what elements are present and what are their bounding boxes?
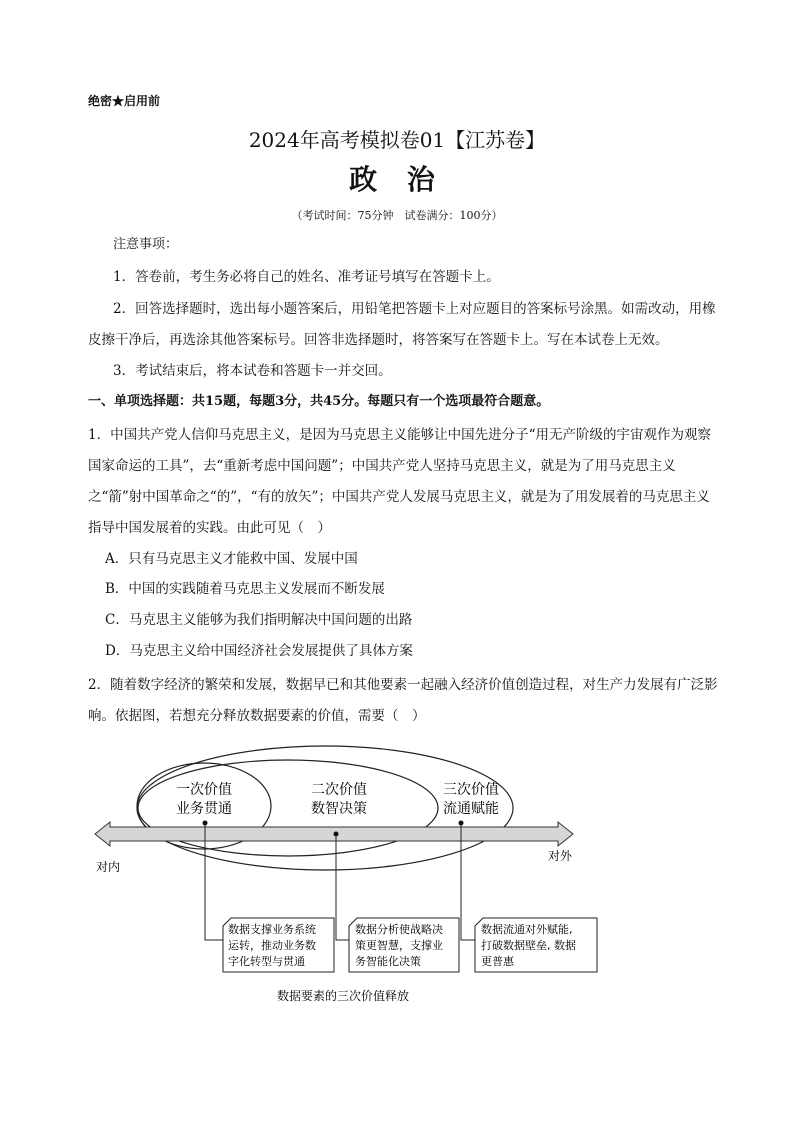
question-2-stem: 2．随着数字经济的繁荣和发展，数据早已和其他要素一起融入经济价值创造过程，对生产力发展有广泛影响。依据图，若想充分释放数据要素的价值，需要（ ）	[88, 677, 718, 724]
value-1-box-line-3: 字化转型与贯通	[228, 955, 305, 968]
exam-title: 2024年高考模拟卷01【江苏卷】	[248, 128, 546, 152]
question-1-option-c: C．马克思主义能够为我们指明解决中国问题的出路	[105, 612, 413, 628]
value-3-title: 三次价值	[443, 782, 499, 798]
value-3-box-line-1: 数据流通对外赋能,	[481, 923, 573, 936]
question-1-option-d: D．马克思主义给中国经济社会发展提供了具体方案	[105, 643, 413, 659]
value-3-box-line-3: 更普惠	[481, 955, 514, 968]
value-1-box-line-1: 数据支撑业务系统	[228, 923, 316, 936]
connector-dot-3	[459, 821, 464, 826]
notice-heading: 注意事项：	[113, 237, 179, 252]
question-1-option-b: B．中国的实践随着马克思主义发展而不断发展	[105, 581, 385, 597]
value-2-box-line-2: 策更智慧，支撑业	[355, 939, 443, 952]
connector-dot-1	[203, 821, 208, 826]
diagram-caption: 数据要素的三次价值释放	[276, 989, 410, 1003]
value-2-title: 二次价值	[311, 782, 367, 798]
subject-title: 政 治	[349, 163, 445, 196]
question-1-option-a: A．只有马克思主义才能救中国、发展中国	[105, 551, 358, 567]
secret-label: 绝密★启用前	[88, 94, 161, 108]
value-2-box-line-1: 数据分析使战略决	[355, 923, 443, 936]
axis-right-label: 对外	[548, 849, 573, 863]
value-1-sub: 业务贯通	[176, 801, 232, 817]
connector-2	[336, 834, 350, 940]
question-1-stem: 1．中国共产党人信仰马克思主义，是因为马克思主义能够让中国先进分子“用无产阶级的宇宙观作为观察国家命运的工具”，去“重新考虑中国问题”；中国共产党人坚持马克思主义，就是为了用马克思主义之“箭”射中国革命之“的”，“有的放矢”；中国共产党人发展马克思主义，就是为了用发展着的马克思主义指导中国发展着的实践。由此可见（ ）	[88, 427, 711, 536]
value-1-title: 一次价值	[176, 782, 232, 798]
value-3-sub: 流通赋能	[443, 801, 499, 817]
notice-item-1: 1．答卷前，考生务必将自己的姓名、准考证号填写在答题卡上。	[113, 269, 500, 285]
value-1-box-line-2: 运转，推动业务数	[228, 939, 316, 952]
value-2-sub: 数智决策	[311, 801, 367, 817]
notice-item-2: 2．回答选择题时，选出每小题答案后，用铅笔把答题卡上对应题目的答案标号涂黑。如需改动，用橡皮擦干净后，再选涂其他答案标号。回答非选择题时，将答案写在答题卡上。写在本试卷上无效。	[88, 301, 716, 348]
value-3-box-line-2: 打破数据壁垒, 数据	[481, 939, 576, 952]
connector-dot-2	[334, 832, 339, 837]
exam-info: （考试时间：75分钟 试卷满分：100分）	[291, 209, 503, 222]
axis-left-label: 对内	[96, 860, 121, 874]
value-2-box-line-3: 务智能化决策	[355, 955, 421, 968]
section-heading: 一、单项选择题：共15题，每题3分，共45分。每题只有一个选项最符合题意。	[88, 394, 550, 409]
notice-item-3: 3．考试结束后，将本试卷和答题卡一并交回。	[113, 363, 392, 379]
